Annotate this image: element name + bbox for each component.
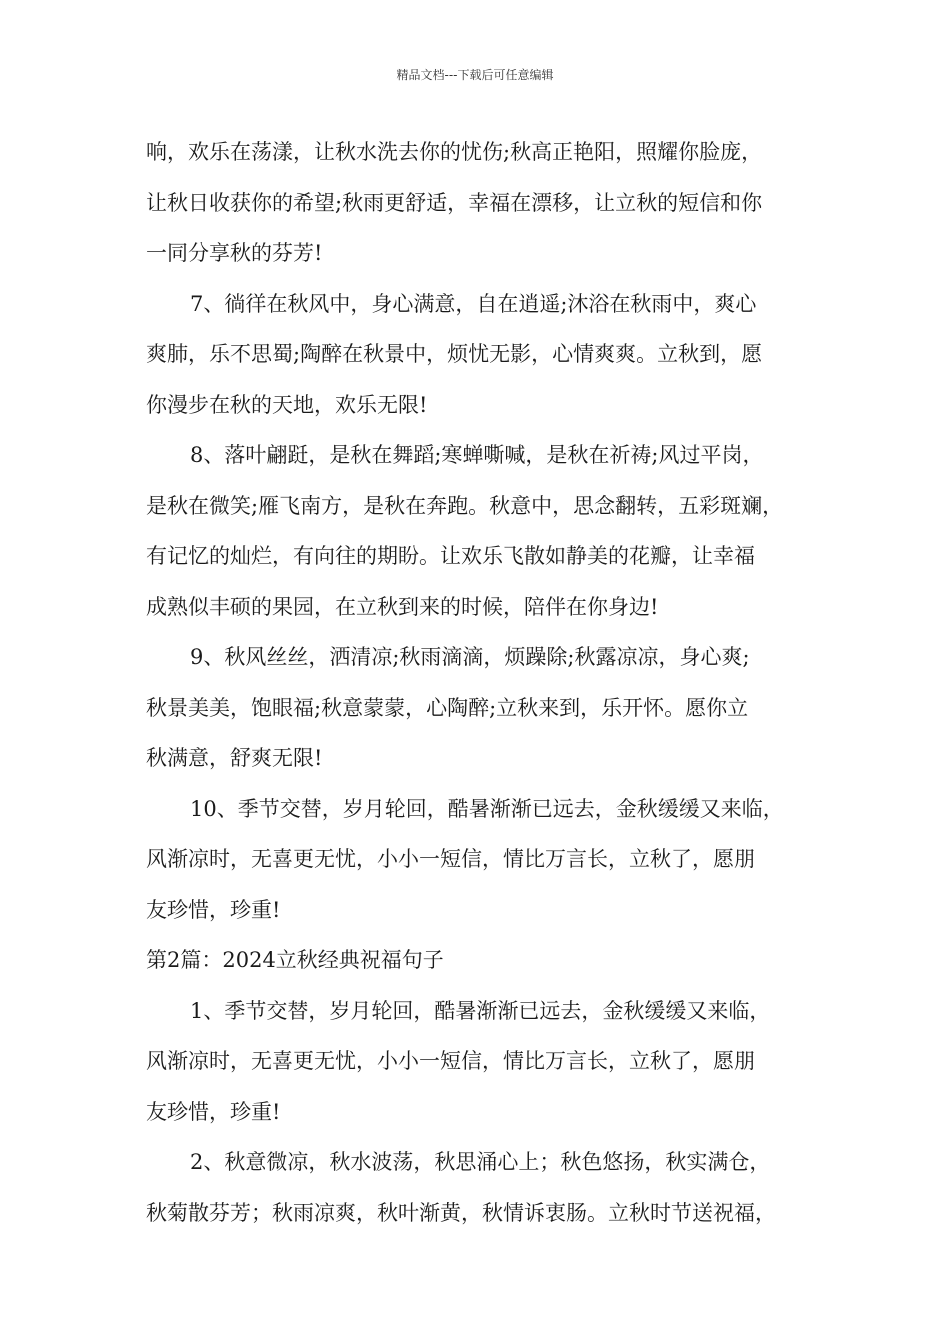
- document-body: [146, 127, 846, 1238]
- paragraph-start-line: 9、秋风丝丝，洒清凉;秋雨滴滴，烦躁除;秋露凉凉，身心爽;: [190, 645, 750, 669]
- text-line: 秋满意，舒爽无限!: [146, 746, 323, 770]
- text-line: 秋景美美，饱眼福;秋意蒙蒙，心陶醉;立秋来到，乐开怀。愿你立: [146, 695, 749, 720]
- text-line: 秋菊散芬芳；秋雨凉爽，秋叶渐黄，秋情诉衷肠。立秋时节送祝福，: [146, 1200, 776, 1225]
- text-line: 风渐凉时，无喜更无忧，小小一短信，情比万言长，立秋了，愿朋: [146, 1049, 755, 1073]
- text-line: 成熟似丰硕的果园，在立秋到来的时候，陪伴在你身边!: [146, 594, 659, 619]
- paragraph-start-line: 2、秋意微凉，秋水波荡，秋思涌心上；秋色悠扬，秋实满仓，: [190, 1150, 771, 1174]
- section-heading: 第2篇：2024立秋经典祝福句子: [146, 948, 444, 972]
- text-line: 是秋在微笑;雁飞南方，是秋在奔跑。秋意中，思念翻转，五彩斑斓，: [146, 493, 784, 518]
- paragraph-start-line: 10、季节交替，岁月轮回，酷暑渐渐已远去，金秋缓缓又来临，: [190, 796, 784, 821]
- text-line: 一同分享秋的芬芳!: [146, 241, 323, 265]
- text-line: 友珍惜，珍重!: [146, 1099, 281, 1124]
- text-line: 响，欢乐在荡漾，让秋水洗去你的忧伤;秋高正艳阳，照耀你脸庞，: [146, 140, 763, 164]
- text-line: 爽肺，乐不思蜀;陶醉在秋景中，烦忧无影，心情爽爽。立秋到，愿: [146, 342, 763, 366]
- text-line: 你漫步在秋的天地，欢乐无限!: [146, 392, 428, 417]
- paragraph-start-line: 8、落叶翩跹，是秋在舞蹈;寒蝉嘶喊，是秋在祈祷;风过平岗，: [190, 443, 764, 467]
- text-line: 有记忆的灿烂，有向往的期盼。让欢乐飞散如静美的花瓣，让幸福: [146, 544, 755, 568]
- text-line: 让秋日收获你的希望;秋雨更舒适，幸福在漂移，让立秋的短信和你: [146, 190, 763, 215]
- paragraph-start-line: 1、季节交替，岁月轮回，酷暑渐渐已远去，金秋缓缓又来临，: [190, 998, 771, 1023]
- text-line: 友珍惜，珍重!: [146, 897, 281, 922]
- page-header: 精品文档---下载后可任意编辑: [396, 68, 554, 82]
- text-line: 风渐凉时，无喜更无忧，小小一短信，情比万言长，立秋了，愿朋: [146, 847, 755, 871]
- paragraph-start-line: 7、徜徉在秋风中，身心满意，自在逍遥;沐浴在秋雨中，爽心: [190, 291, 757, 316]
